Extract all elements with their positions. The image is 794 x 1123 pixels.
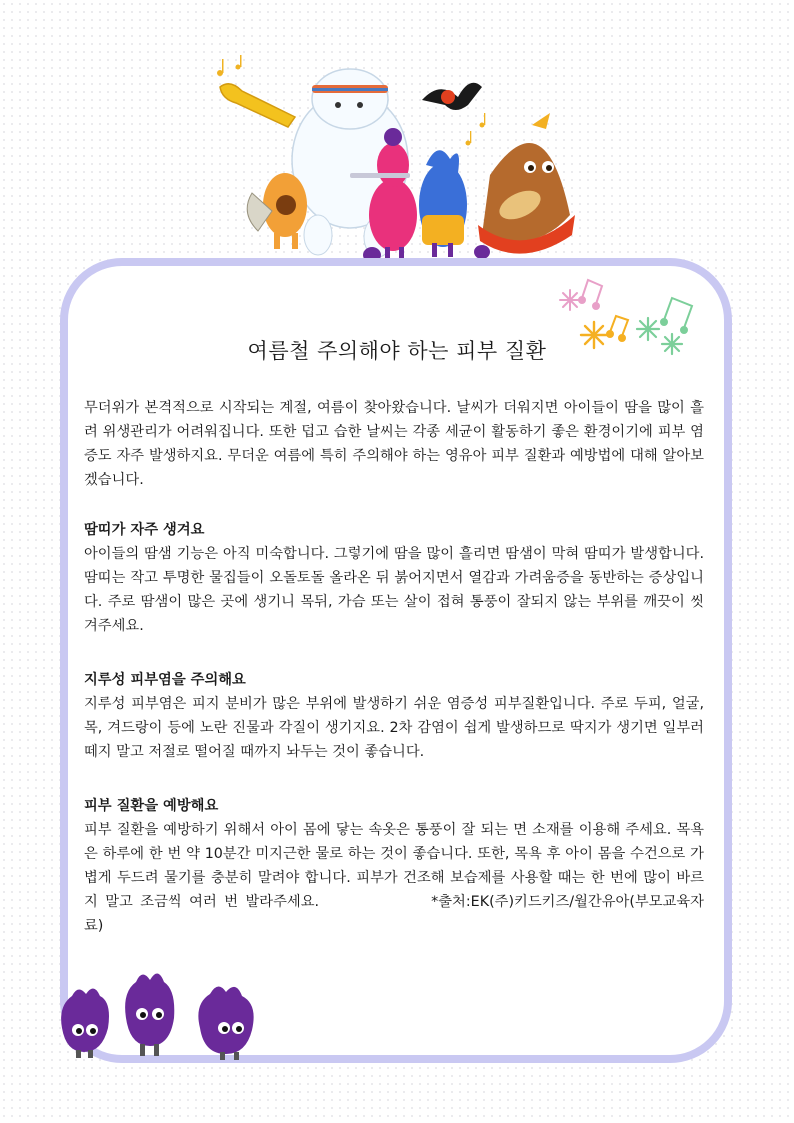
bat-icon — [422, 83, 482, 110]
section-heading: 땀띠가 자주 생겨요 — [84, 522, 205, 538]
section-body-text: 피부 질환을 예방하기 위해서 아이 몸에 닿는 속옷은 통풍이 잘 되는 면 소재를 이용해 주세요. 목욕은 하루에 한 번 약 10분간 미지근한 물로 하는 것이 좋습니다. 또한, 목욕 후 아이 몸을 수건으로 가볍게 두드려 물기를 충분히 말려야 합니다. 피부가 건조해 보습제를 사용할 때는 한 번에 많이 바르지 말고 조금씩 여러 번 발라주세요. — [84, 822, 704, 910]
music-note-icon — [217, 55, 242, 76]
source-credit: *출처:EK(주)키드키즈/월간유아(부모교육자료) — [84, 894, 704, 934]
snowflake-icon — [560, 290, 580, 310]
page-title: 여름철 주의해야 하는 피부 질환 — [247, 339, 547, 363]
music-note-icon — [661, 298, 692, 333]
purple-creature-character — [198, 986, 253, 1060]
horn-icon — [220, 84, 295, 127]
section-paragraph — [84, 818, 704, 938]
section-heading: 지루성 피부염을 주의해요 — [84, 672, 246, 688]
purple-creatures-illustration — [56, 966, 268, 1062]
orange-lynx-character — [247, 173, 307, 249]
brown-guitar-character — [478, 113, 575, 254]
article-body — [84, 396, 704, 938]
section-paragraph: 지루성 피부염은 피지 분비가 많은 부위에 발생하기 쉬운 염증성 피부질환입니다. 주로 두피, 얼굴, 목, 겨드랑이 등에 노란 진물과 각질이 생기지요. 2차 감염이 쉽게 발생하므로 딱지가 생기면 일부러 떼지 말고 저절로 떨어질 때까지 놔두는 것이 좋습니다. — [84, 696, 704, 760]
top-characters-illustration — [200, 55, 600, 265]
intro-paragraph: 무더위가 본격적으로 시작되는 계절, 여름이 찾아왔습니다. 날씨가 더워지면 아이들이 땀을 많이 흘려 위생관리가 어려워집니다. 또한 덥고 습한 날씨는 각종 세균이 활동하기 좋은 환경이기에 피부 염증도 자주 발생하지요. 무더운 여름에 특히 주의해야 하는 영유아 피부 질환과 예방법에 대해 알아보겠습니다. — [84, 400, 704, 488]
purple-creature-character — [61, 988, 109, 1058]
purple-creature-character — [125, 973, 174, 1056]
blue-character — [419, 150, 467, 257]
section-heading: 피부 질환을 예방해요 — [84, 798, 219, 814]
section-paragraph: 아이들의 땀샘 기능은 아직 미숙합니다. 그렇기에 땀을 많이 흘리면 땀샘이 막혀 땀띠가 발생합니다. 땀띠는 작고 투명한 물집들이 오돌토돌 올라온 뒤 붉어지면서 열감과 가려움증을 동반하는 증상입니다. 주로 땀샘이 많은 곳에 생기니 목뒤, 가슴 또는 살이 접혀 통풍이 잘되지 않는 부위를 깨끗이 씻겨주세요. — [84, 546, 704, 634]
music-note-icon — [579, 280, 602, 309]
music-note-icon — [466, 113, 486, 146]
